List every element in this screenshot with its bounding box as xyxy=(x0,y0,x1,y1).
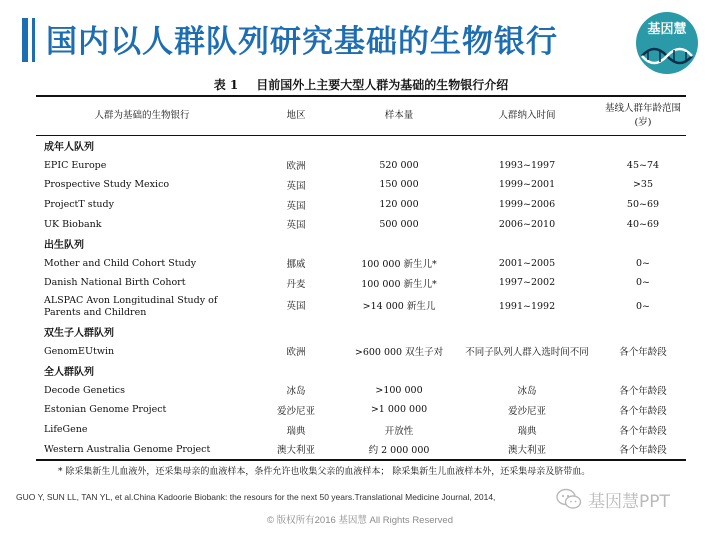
cell-age: 各个年龄段 xyxy=(619,405,667,417)
cell-region: 挪威 xyxy=(286,259,306,271)
cell-region: 英国 xyxy=(286,180,306,192)
cell-age: 各个年龄段 xyxy=(619,445,667,457)
cell-region: 瑞典 xyxy=(286,425,306,437)
page-title: 国内以人群队列研究基础的生物银行 xyxy=(46,24,558,60)
cell-name: Estonian Genome Project xyxy=(44,404,167,416)
table-row xyxy=(36,156,686,176)
title-accent-bar-thin xyxy=(32,18,35,62)
section-row xyxy=(36,361,686,381)
cell-name: Prospective Study Mexico xyxy=(44,179,170,191)
cell-time: 冰岛 xyxy=(517,386,537,398)
cell-name: Western Australia Genome Project xyxy=(44,443,211,455)
cell-time: 不同子队列人群入选时间不同 xyxy=(465,347,589,359)
section-row xyxy=(36,322,686,342)
cell-time: 澳大利亚 xyxy=(507,445,546,457)
table-row xyxy=(36,381,686,401)
copyright: © 版权所有2016 基因慧 All Rights Reserved xyxy=(267,515,453,526)
table-header-row xyxy=(36,96,686,136)
section-label: 成年人队列 xyxy=(44,142,94,154)
header-age-range: 基线人群年龄范围(岁) xyxy=(604,103,681,128)
table-row xyxy=(36,400,686,420)
table-row xyxy=(36,195,686,215)
cell-name: UK Biobank xyxy=(44,218,102,230)
cell-age: 45~74 xyxy=(626,159,660,171)
cell-region: 欧洲 xyxy=(286,347,306,359)
cell-region: 爱沙尼亚 xyxy=(276,405,315,417)
table-row xyxy=(36,273,686,293)
logo-text: 基因慧 xyxy=(647,22,687,37)
cell-name: Mother and Child Cohort Study xyxy=(44,257,197,269)
cell-region: 欧洲 xyxy=(286,161,306,173)
section-label: 全人群队列 xyxy=(44,367,94,379)
cell-age: 各个年龄段 xyxy=(619,347,667,359)
cell-age: 50~69 xyxy=(626,199,660,211)
cell-time: 1999~2001 xyxy=(498,179,556,191)
table-row xyxy=(36,420,686,440)
title-accent-bar xyxy=(22,18,28,62)
cell-sample: 约 2 000 000 xyxy=(368,445,430,457)
cell-name: Decode Genetics xyxy=(44,384,126,396)
cell-sample: 100 000 新生儿* xyxy=(361,259,437,271)
header-region: 地区 xyxy=(286,110,306,121)
cell-time: 2001~2005 xyxy=(498,257,556,269)
table-caption xyxy=(36,76,686,93)
cell-age: 0~ xyxy=(635,301,650,313)
wechat-watermark xyxy=(556,486,670,512)
cell-region: 英国 xyxy=(286,200,306,212)
cell-age: 各个年龄段 xyxy=(619,425,667,437)
table-footnote: * 除采集新生儿血液外，还采集母亲的血液样本，条件允许也收集父亲的血液样本； 除采集新生儿血液样本外，还采集母亲及脐带血。 xyxy=(58,467,591,477)
cell-sample: 150 000 xyxy=(379,179,419,191)
section-label: 出生队列 xyxy=(44,240,84,252)
table-row xyxy=(36,175,686,195)
brand-logo xyxy=(636,12,698,74)
cell-sample: 100 000 新生儿* xyxy=(361,278,437,290)
table-row xyxy=(36,293,686,322)
cell-time: 1993~1997 xyxy=(498,159,556,171)
table-row xyxy=(36,439,686,460)
cell-sample: >1 000 000 xyxy=(370,404,428,416)
cell-sample: 520 000 xyxy=(379,159,419,171)
table-row xyxy=(36,214,686,234)
cell-sample: >100 000 xyxy=(375,384,423,396)
cell-age: 各个年龄段 xyxy=(619,386,667,398)
cell-sample: 500 000 xyxy=(379,218,419,230)
biobank-table xyxy=(36,95,686,461)
cell-age: 0~ xyxy=(635,257,650,269)
cell-time: 2006~2010 xyxy=(498,218,556,230)
cell-region: 冰岛 xyxy=(286,386,306,398)
cell-name: ProjectT study xyxy=(44,199,114,211)
cell-region: 澳大利亚 xyxy=(276,445,315,457)
section-row xyxy=(36,234,686,254)
section-row xyxy=(36,136,686,156)
cell-name: ALSPAC Avon Longitudinal Study of Parents and Children xyxy=(44,295,218,319)
cell-age: >35 xyxy=(632,179,654,191)
cell-time: 爱沙尼亚 xyxy=(507,405,546,417)
table-row xyxy=(36,254,686,274)
cell-region: 丹麦 xyxy=(286,278,306,290)
header-sample-size: 样本量 xyxy=(384,110,414,121)
cell-time: 1991~1992 xyxy=(498,301,556,313)
cell-time: 1999~2006 xyxy=(498,199,556,211)
cell-time: 瑞典 xyxy=(517,425,537,437)
table-caption-text: 目前国外上主要大型人群为基础的生物银行介绍 xyxy=(256,78,509,92)
section-label: 双生子人群队列 xyxy=(44,328,114,340)
cell-region: 英国 xyxy=(286,220,306,232)
cell-name: GenomEUtwin xyxy=(44,345,115,357)
watermark-text: 基因慧PPT xyxy=(588,491,670,512)
table-row xyxy=(36,341,686,361)
cell-sample: >14 000 新生儿 xyxy=(362,301,436,313)
cell-name: LifeGene xyxy=(44,424,88,436)
cell-sample: 开放性 xyxy=(384,425,414,437)
cell-name: Danish National Birth Cohort xyxy=(44,277,186,289)
cell-age: 0~ xyxy=(635,277,650,289)
cell-age: 40~69 xyxy=(626,218,660,230)
cell-sample: >600 000 双生子对 xyxy=(354,347,444,359)
citation: GUO Y, SUN LL, TAN YL, et al.China Kadoorie Biobank: the resours for the next 50 years.Translational Medicine Journal, 2014, xyxy=(16,492,496,502)
cell-region: 英国 xyxy=(286,301,306,313)
cell-name: EPIC Europe xyxy=(44,159,107,171)
header-biobank: 人群为基础的生物银行 xyxy=(94,110,190,121)
wechat-icon xyxy=(556,488,582,510)
cell-time: 1997~2002 xyxy=(498,277,556,289)
header-enroll-time: 人群纳入时间 xyxy=(498,110,556,121)
cell-sample: 120 000 xyxy=(379,199,419,211)
table-caption-number: 表 1 xyxy=(213,78,239,92)
